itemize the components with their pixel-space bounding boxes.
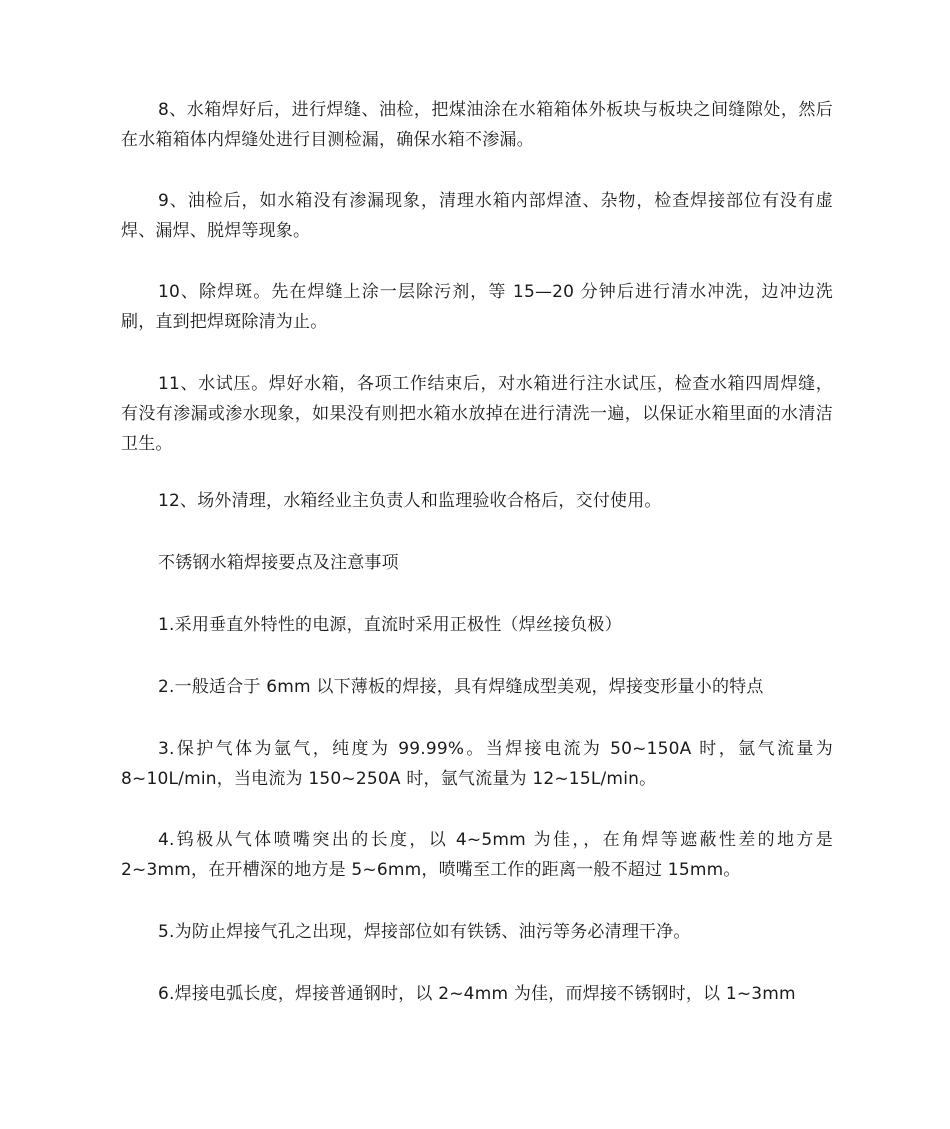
paragraph-point-5: 5.为防止焊接气孔之出现，焊接部位如有铁锈、油污等务必清理干净。 — [158, 922, 691, 942]
paragraph-step-10: 10、除焊斑。先在焊缝上涂一层除污剂，等 15—20 分钟后进行清水冲洗，边冲边洗刷，直到把焊斑除清为止。 — [121, 282, 833, 332]
paragraph-point-3: 3.保护气体为氩气，纯度为 99.99%。当焊接电流为 50~150A 时，氩气流量为8~10L/min，当电流为 150~250A 时，氩气流量为 12~15L/min。 — [121, 739, 833, 789]
section-heading: 不锈钢水箱焊接要点及注意事项 — [158, 553, 399, 573]
paragraph-point-2: 2.一般适合于 6mm 以下薄板的焊接，具有焊缝成型美观，焊接变形量小的特点 — [158, 677, 764, 697]
paragraph-step-11: 11、水试压。焊好水箱，各项工作结束后，对水箱进行注水试压，检查水箱四周焊缝，有没有渗漏或渗水现象，如果没有则把水箱水放掉在进行清洗一遍，以保证水箱里面的水清洁卫生。 — [121, 374, 833, 454]
paragraph-step-12: 12、场外清理，水箱经业主负责人和监理验收合格后，交付使用。 — [158, 491, 662, 511]
paragraph-point-6: 6.焊接电弧长度，焊接普通钢时，以 2~4mm 为佳，而焊接不锈钢时，以 1~3mm — [158, 984, 796, 1004]
paragraph-point-1: 1.采用垂直外特性的电源，直流时采用正极性（焊丝接负极） — [158, 615, 622, 635]
paragraph-step-9: 9、油检后，如水箱没有渗漏现象，清理水箱内部焊渣、杂物，检查焊接部位有没有虚焊、漏焊、脱焊等现象。 — [121, 191, 833, 241]
paragraph-step-8: 8、水箱焊好后，进行焊缝、油检，把煤油涂在水箱箱体外板块与板块之间缝隙处，然后在水箱箱体内焊缝处进行目测检漏，确保水箱不渗漏。 — [121, 100, 833, 150]
paragraph-point-4: 4.钨极从气体喷嘴突出的长度，以 4~5mm 为佳，，在角焊等遮蔽性差的地方是2~3mm，在开槽深的地方是 5~6mm，喷嘴至工作的距离一般不超过 15mm。 — [121, 830, 833, 880]
